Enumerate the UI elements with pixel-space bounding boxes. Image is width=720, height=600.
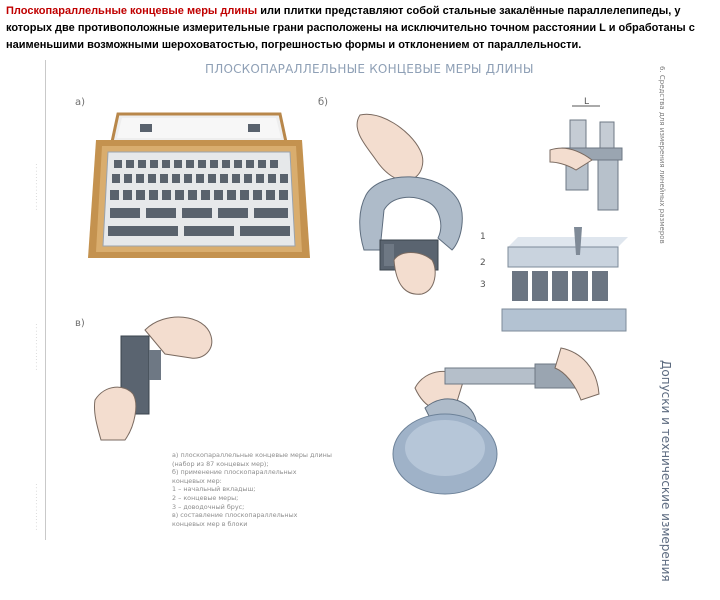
plate-caption	[172, 451, 372, 528]
caption-line: 2 – концевые меры;	[172, 493, 239, 502]
margin-note: · · · · · · · · · · · · · · ·	[34, 163, 40, 210]
svg-text:L: L	[584, 97, 590, 107]
panel-label-b: б)	[318, 97, 329, 108]
plate-title: ПЛОСКОПАРАЛЛЕЛЬНЫЕ КОНЦЕВЫЕ МЕРЫ ДЛИНЫ	[205, 62, 534, 76]
caption-line: 3 – доводочный брус;	[172, 502, 245, 511]
plate-left-margin	[35, 60, 46, 540]
book-title: Допуски и технические измерения	[659, 360, 673, 582]
slide-header-text	[6, 3, 718, 54]
gauge-block-stack	[548, 97, 638, 215]
plate-right-margin	[656, 60, 676, 582]
caption-line: в) составление плоскопараллельных	[172, 511, 298, 520]
hands-joining-blocks	[95, 310, 215, 450]
micrometer-with-hands	[385, 348, 600, 498]
panel-label-v: в)	[75, 318, 85, 329]
svg-text:3: 3	[480, 280, 486, 290]
caption-line: 1 – начальный вкладыш;	[172, 485, 256, 494]
caliper-with-hand	[340, 110, 470, 295]
svg-text:1: 1	[480, 232, 486, 242]
caption-line: б) применение плоскопараллельных	[172, 468, 297, 477]
caption-line: концевых мер в блоки	[172, 519, 248, 528]
svg-text:2: 2	[480, 258, 486, 268]
caption-line: концевых мер:	[172, 476, 222, 485]
header-term: Плоскопараллельные концевые меры длины	[6, 5, 258, 17]
gauge-block-case	[88, 108, 310, 258]
margin-note: · · · · · · · · · · · · · · ·	[34, 323, 40, 370]
panel-label-a: а)	[75, 97, 86, 108]
caption-line: (набор из 87 концевых мер);	[172, 459, 269, 468]
header-body: или плитки представляют собой стальные закалённые параллелепипеды, у которых две противоположные измерительные грани расположены на исключительно точном расстоянии L и обработаны с наименьшими возможными шероховатостью, погрешностью формы и отклонением от параллельности.	[6, 5, 695, 51]
layered-block-diagram	[478, 225, 628, 340]
chapter-label: 6. Средства для измерения линейных размеров	[658, 66, 666, 244]
margin-note: · · · · · · · · · · · · · · ·	[34, 483, 40, 530]
caption-line: а) плоскопараллельные концевые меры длины	[172, 451, 332, 459]
